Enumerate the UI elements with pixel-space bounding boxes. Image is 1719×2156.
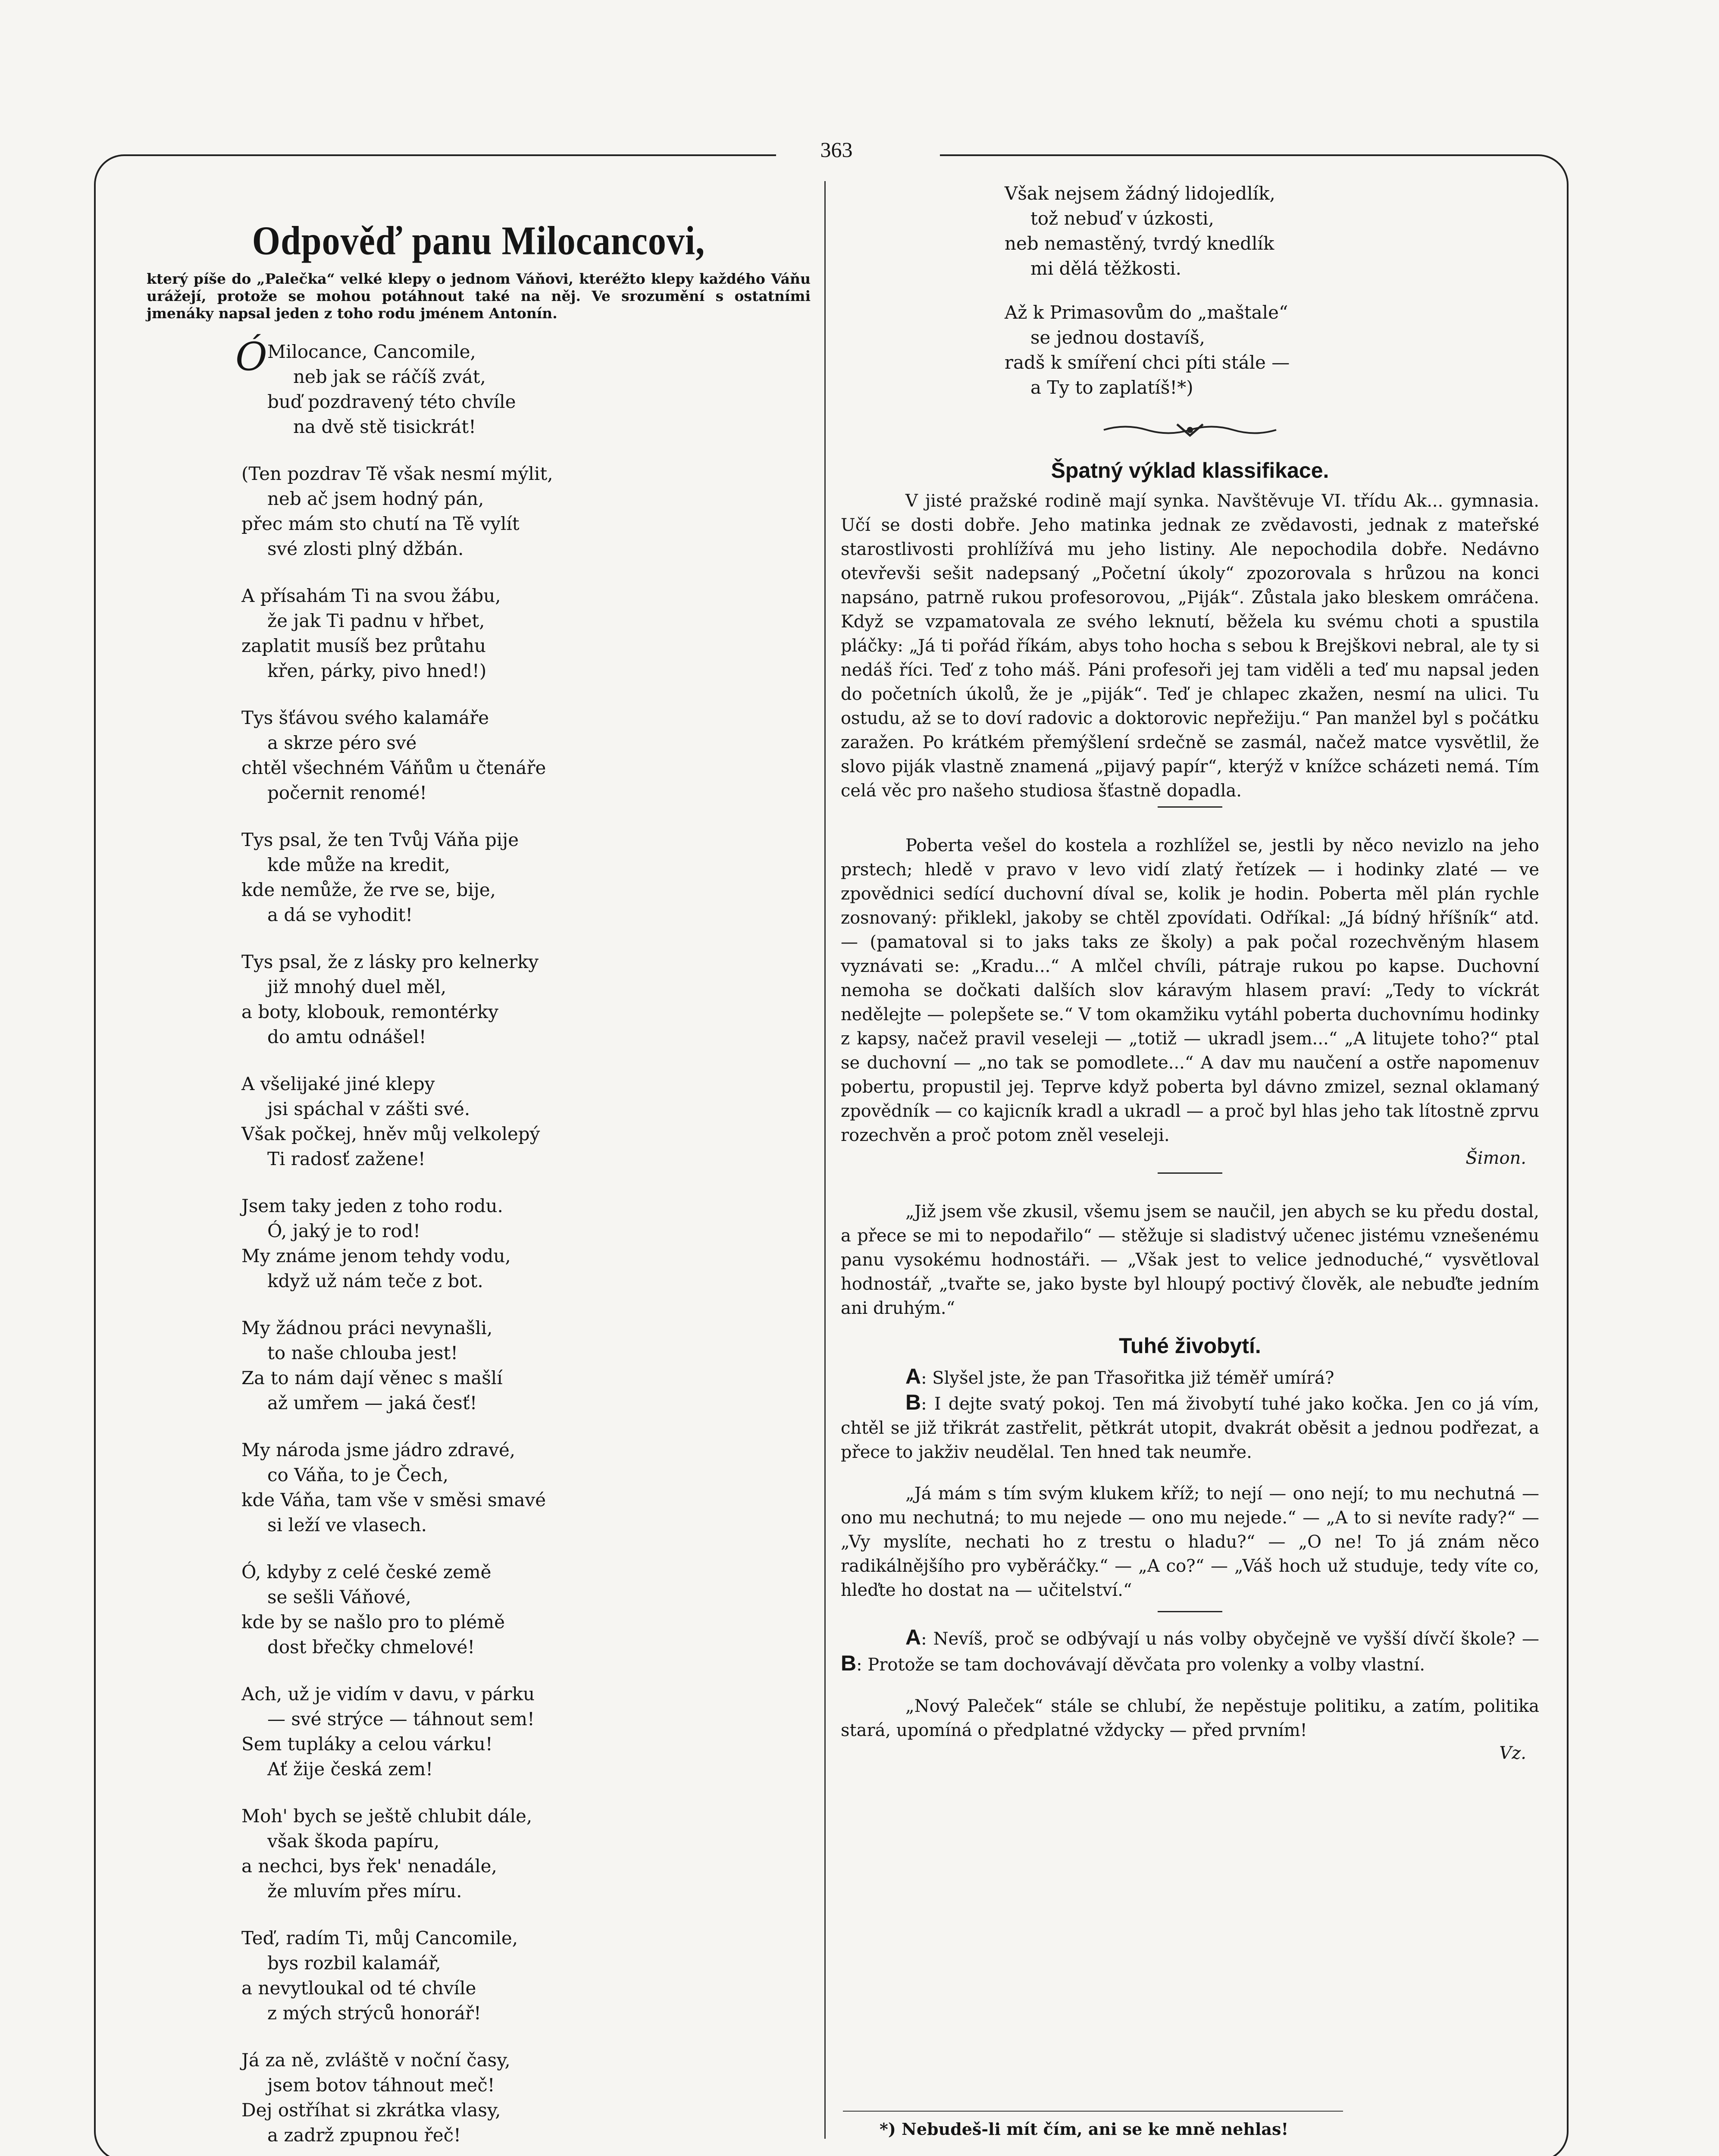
verse-line: když už nám teče z bot.: [267, 1270, 483, 1291]
verse-line: chtěl všechném Váňům u čtenáře: [241, 757, 546, 778]
poem-subtitle: který píše do „Palečka“ velké klepy o jednom Váňovi, kteréžto klepy každého Váňu urážejí, protože se mohou potáhnout také na něj. Ve srozumění s ostatními jmenáky napsal jeden z toho rodu jménem Antonín.: [147, 270, 811, 322]
short-rule: [1158, 1611, 1222, 1612]
verse-line: a dá se vyhodit!: [267, 904, 413, 925]
verse-line: z mých strýců honorář!: [267, 2002, 481, 2024]
speaker-b: B: [905, 1390, 921, 1414]
verse-line: kde nemůže, že rve se, bije,: [241, 879, 496, 900]
verse-line: jsi spáchal v zášti své.: [267, 1098, 470, 1119]
verse-line: A všelijaké jiné klepy: [241, 1073, 435, 1094]
verse-line: Jsem taky jeden z toho rodu.: [241, 1195, 503, 1216]
verse-line: tož nebuď v úzkosti,: [1030, 208, 1214, 229]
page-number: 363: [820, 138, 853, 162]
verse-line: Za to nám dají věnec s mašlí: [241, 1367, 503, 1388]
signature-simon: Šimon.: [1465, 1148, 1526, 1168]
section-title-zivobyti: Tuhé živobytí.: [1119, 1334, 1261, 1358]
verse-line: kde by se našlo pro to plémě: [241, 1611, 505, 1633]
poem-title: Odpověď panu Milocancovi,: [252, 218, 705, 263]
verse-line: své zlosti plný džbán.: [267, 538, 464, 559]
verse-line: buď pozdravený této chvíle: [267, 391, 516, 412]
verse-line: zaplatit musíš bez průtahu: [241, 635, 486, 656]
story-hodnostar: „Již jsem vše zkusil, všemu jsem se naučil, jen abych se ku předu dostal, a přece se mi to nepodařilo“ — stěžuje si sladistvý učenec jistému vznešenému panu vysokému hodnostáři. — „Však jest to velice jednoduché,“ vysvětloval hodnostář, „tvařte se, jako byste byl hloupý poctivý člověk, ale nebuďte jedním ani druhým.“: [841, 1202, 1539, 1318]
verse-line: již mnohý duel měl,: [267, 976, 447, 997]
stanza: [241, 583, 811, 683]
stanza: [241, 1926, 811, 2026]
left-column: [147, 190, 811, 2156]
stanza: [241, 2048, 811, 2148]
poem-continuation: [1005, 181, 1539, 400]
verse-line: a zadrž zpupnou řeč!: [267, 2125, 461, 2146]
dialog-a: [841, 1364, 1539, 1390]
verse-line: Tys psal, že z lásky pro kelnerky: [241, 951, 539, 972]
verse-line: Dej ostříhat si zkrátka vlasy,: [241, 2100, 501, 2121]
verse-line: a nevytloukal od té chvíle: [241, 1977, 476, 1999]
verse-line: co Váňa, to je Čech,: [267, 1464, 449, 1485]
stanza: [241, 461, 811, 561]
verse-line: neb nemastěný, tvrdý knedlík: [1005, 233, 1274, 254]
verse-line: Ó, jaký je to rod!: [267, 1220, 421, 1241]
verse-line: křen, párky, pivo hned!): [267, 660, 487, 681]
verse-line: Milocance, Cancomile,: [267, 341, 476, 362]
short-rule: [1158, 1172, 1222, 1174]
stanza: [241, 827, 811, 928]
verse-line: kde Váňa, tam vše v směsi smavé: [241, 1489, 546, 1510]
verse-line: Tys psal, že ten Tvůj Váňa pije: [241, 829, 519, 850]
verse-line: jsem botov táhnout meč!: [267, 2075, 495, 2096]
verse-line: A přísahám Ti na svou žábu,: [241, 585, 501, 606]
verse-line: mi dělá těžkosti.: [1030, 258, 1181, 279]
stanza: [241, 1316, 811, 1416]
verse-line: — své strýce — táhnout sem!: [267, 1708, 535, 1730]
verse-line: dost břečky chmelové!: [267, 1636, 475, 1658]
volby-b-text: : Protože se tam dochovávají děvčata pro volenky a volby vlastní.: [856, 1655, 1425, 1675]
left-stanzas: [241, 461, 811, 2148]
speaker-b: B: [841, 1651, 857, 1675]
verse-line: Až k Primasovům do „maštale“: [1005, 302, 1288, 323]
verse-line: Ach, už je vidím v davu, v párku: [241, 1683, 535, 1705]
verse-line: Teď, radím Ti, můj Cancomile,: [241, 1927, 518, 1949]
verse-line: a boty, klobouk, remontérky: [241, 1001, 498, 1022]
dialog-b: [841, 1390, 1539, 1464]
verse-line: až umřem — jaká česť!: [267, 1392, 477, 1413]
stanza: [241, 1560, 811, 1660]
ornament-divider: [1099, 419, 1281, 441]
verse-line: Ať žije česká zem!: [267, 1758, 433, 1780]
verse-line: Ti radosť zažene!: [267, 1148, 426, 1169]
verse-line: na dvě stě tisickrát!: [293, 416, 476, 437]
verse-line: kde může na kredit,: [267, 854, 451, 875]
short-rule: [1158, 806, 1222, 808]
verse-line: My národa jsme jádro zdravé,: [241, 1439, 516, 1460]
verse-line: Však počkej, hněv můj velkolepý: [241, 1123, 540, 1144]
stanza: [241, 1682, 811, 1782]
verse-line: My žádnou práci nevynašli,: [241, 1317, 493, 1338]
verse-line: si leží ve vlasech.: [267, 1514, 427, 1536]
drop-cap: Ó: [235, 334, 267, 379]
stanza-first: [235, 334, 811, 439]
story-palecek: „Nový Paleček“ stále se chlubí, že nepěstuje politiku, a zatím, politika stará, upomíná o předplatné vždycky — před prvním!: [841, 1696, 1539, 1740]
verse-line: Sem tupláky a celou várku!: [241, 1733, 493, 1755]
verse-line: Moh' bych se ještě chlubit dále,: [241, 1805, 532, 1827]
verse-line: však škoda papíru,: [267, 1830, 440, 1852]
signature-vz: Vz.: [1499, 1743, 1526, 1763]
verse-line: (Ten pozdrav Tě však nesmí mýlit,: [241, 463, 553, 484]
verse-line: se sešli Váňové,: [267, 1586, 411, 1608]
verse-line: radš k smíření chci píti stále —: [1005, 352, 1290, 373]
verse-line: že jak Ti padnu v hřbet,: [267, 610, 485, 631]
verse-line: přec mám sto chutí na Tě vylít: [241, 513, 520, 534]
speaker-a: A: [905, 1625, 921, 1649]
story-volby: [841, 1625, 1539, 1677]
stanza: [241, 1804, 811, 1904]
verse-line: do amtu odnášel!: [267, 1026, 426, 1047]
section-title-klassifikace: Špatný výklad klassifikace.: [1051, 458, 1329, 483]
verse-line: Tys šťávou svého kalamáře: [241, 707, 489, 728]
verse-line: a skrze péro své: [267, 732, 417, 753]
verse-line: bys rozbil kalamář,: [267, 1952, 441, 1974]
verse-line: počernit renomé!: [267, 782, 427, 803]
verse-line: že mluvím přes míru.: [267, 1880, 462, 1902]
verse-line: a nechci, bys řek' nenadále,: [241, 1855, 497, 1877]
stanza: [1005, 181, 1539, 281]
verse-line: to naše chlouba jest!: [267, 1342, 458, 1363]
verse-line: Však nejsem žádný lidojedlík,: [1005, 183, 1275, 204]
stanza: [241, 705, 811, 805]
speaker-a: A: [905, 1364, 921, 1388]
verse-line: My známe jenom tehdy vodu,: [241, 1245, 511, 1266]
verse-line: se jednou dostavíš,: [1030, 327, 1205, 348]
story-kluk: „Já mám s tím svým klukem kříž; to nejí — ono nejí; to mu nechutná — ono mu nechutná; to mu nejede — ono mu nejede.“ — „A to si nevíte rady?“ — „Vy myslíte, nechati ho z trestu o hladu?“ — „O ne! To já znám něco radikálnějšího pro vyběráčky.“ — „A co?“ — „Váš hoch už studuje, tedy víte co, hleďte ho dostat na — učitelství.“: [841, 1484, 1539, 1600]
stanza: [1005, 300, 1539, 400]
verse-line: Ó, kdyby z celé české země: [241, 1561, 492, 1583]
story-poberta: Poberta vešel do kostela a rozhlížel se, jestli by něco nevizlo na jeho prstech; hledě v pravo v levo vidí zlatý řetízek — i hodinky zlaté — ve zpovědnici sedící duchovní díval se, kolik je hodin. Poberta měl plán rychle zosnovaný: přiklekl, jakoby se chtěl zpovídati. Odříkal: „Já bídný hříšník“ atd. — (pamatoval si to jaks taks ze školy) a pak počal rozechvěným hlasem vyznávati se: „Kradu...“ A mlčel chvíli, pátraje rukou po kapse. Duchovní nemoha se dočkati dalších slov káravým hlasem praví: „Tedy to víckrát nedělejte — polepšete se.“ V tom okamžiku vytáhl poberta duchovnímu hodinky z kapsy, načež pravil veseleji — „totiž — ukradl jsem...“ „A litujete toho?“ ptal se duchovní — „no tak se pomodlete...“ A dav mu naučení a ostře napomenuv pobertu, propustil jej. Teprve když poberta byl dávno zmizel, seznal oklamaný zpovědník — co kajicník kradl a ukradl — a proč byl hlas jeho tak lítostně zprvu rozechvěn a proč potom zněl veseleji.: [841, 836, 1539, 1145]
footnote-rule: [843, 2111, 1343, 2112]
dialog-a-text: : Slyšel jste, že pan Třasořitka již téměř umírá?: [921, 1368, 1334, 1388]
stanza: [241, 1072, 811, 1172]
verse-line: neb jak se ráčíš zvát,: [293, 366, 486, 387]
footnote: *) Nebudeš-li mít čím, ani se ke mně nehlas!: [880, 2119, 1289, 2139]
right-column: [841, 181, 1539, 1764]
verse-line: Já za ně, zvláště v noční časy,: [241, 2049, 510, 2071]
dialog-b-text: : I dejte svatý pokoj. Ten má živobytí tuhé jako kočka. Jen co já vím, chtěl se již třikrát zastřelit, pětkrát utopit, dvakrát oběsit a jednou podřezat, a přece to jakživ neudělal. Ten hned tak neumře.: [841, 1394, 1539, 1462]
stanza: [241, 1194, 811, 1294]
story-klassifikace: V jisté pražské rodině mají synka. Navštěvuje VI. třídu Ak... gymnasia. Učí se dosti dobře. Jeho matinka jednak ze zvědavosti, jednak z mateřské starostlivosti prohlížívá mu jeho listiny. Ale nepochodila dobře. Nedávno otevřevši sešit nadepsaný „Početní úkoly“ zpozorovala s hrůzou na konci napsáno, patrně rukou profesorovou, „Piják“. Zůstala jako bleskem omráčena. Když se vzpamatovala ze svého leknutí, běžela ku svému choti a spustila pláčky: „Já ti pořád říkám, abys toho hocha s sebou k Brejškovi nebral, ale ty si nedáš říci. Teď z toho máš. Páni profesoři jej tam viděli a teď mu napsal jeden do početních úkolů, že je „piják“. Teď je chlapec zkažen, nesmí na ulici. Tu ostudu, až se to doví radovic a doktorovic nepřežiju.“ Pan manžel byl s počátku zaražen. Po krátkém přemýšlení srdečně se zasmál, načež matce vysvětlil, že slovo piják vlastně znamená „pijavý papír“, kterýž v knížce scházeti nemá. Tím celá věc pro našeho studiosa šťastně dopadla.: [841, 491, 1539, 801]
column-rule: [824, 181, 826, 2139]
verse-line: neb ač jsem hodný pán,: [267, 488, 484, 509]
verse-line: a Ty to zaplatíš!*): [1030, 377, 1193, 398]
volby-a-text: : Nevíš, proč se odbývají u nás volby obyčejně ve vyšší dívčí škole? —: [921, 1629, 1539, 1649]
stanza: [241, 950, 811, 1050]
stanza: [241, 1438, 811, 1538]
